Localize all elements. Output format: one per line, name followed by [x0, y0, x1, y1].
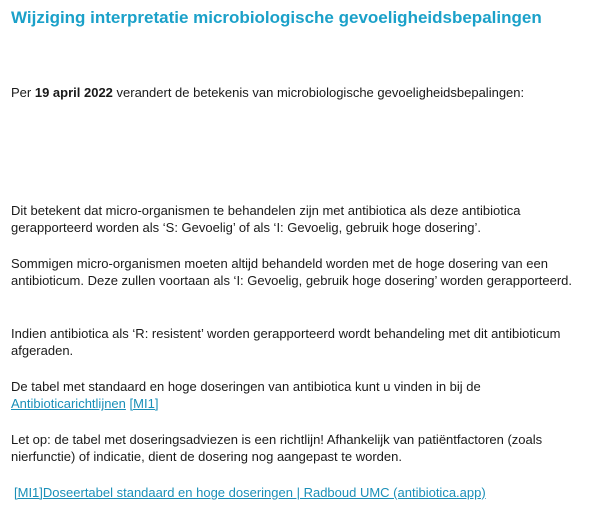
reference-text: Doseertabel standaard en hoge doseringen | Radboud UMC (antibiotica.app) — [42, 485, 486, 500]
paragraph-high-dose: Sommigen micro-organismen moeten altijd behandeld worden met de hoge dosering van een antibioticum. Deze zullen voortaan als ‘I: Gevoelig, gebruik hoge dosering’ worden gerapporteerd. — [11, 256, 573, 288]
paragraph-warning: Let op: de tabel met doseringsadviezen is een richtlijn! Afhankelijk van patiëntfactoren (zoals nierfunctie) of indicatie, dient de dosering nog aangepast te worden. — [11, 432, 543, 464]
antibiotic-guidelines-link[interactable]: Antibioticarichtlijnen — [11, 396, 126, 411]
comment-ref-link[interactable]: [MI1] — [129, 396, 159, 411]
paragraph-dosing-table — [11, 378, 583, 412]
reference-link[interactable] — [14, 485, 486, 500]
page-title: Wijziging interpretatie microbiologische gevoeligheidsbepalingen — [11, 8, 542, 27]
intro-before: Per — [11, 85, 35, 100]
reference-marker: [MI1] — [14, 485, 43, 500]
reference-footnote — [14, 484, 586, 501]
paragraph-resistant: Indien antibiotica als ‘R: resistent’ worden gerapporteerd wordt behandeling met dit antibioticum afgeraden. — [11, 326, 561, 358]
intro-after: verandert de betekenis van microbiologische gevoeligheidsbepalingen: — [112, 85, 525, 100]
effective-date: 19 april 2022 — [34, 85, 113, 100]
intro-paragraph — [11, 84, 583, 101]
paragraph-treatable: Dit betekent dat micro-organismen te behandelen zijn met antibiotica als deze antibiotica gerapporteerd worden als ‘S: Gevoelig’ of als ‘I: Gevoelig, gebruik hoge dosering’. — [11, 203, 521, 235]
dosing-table-text: De tabel met standaard en hoge doseringen van antibiotica kunt u vinden in bij de — [11, 379, 481, 394]
